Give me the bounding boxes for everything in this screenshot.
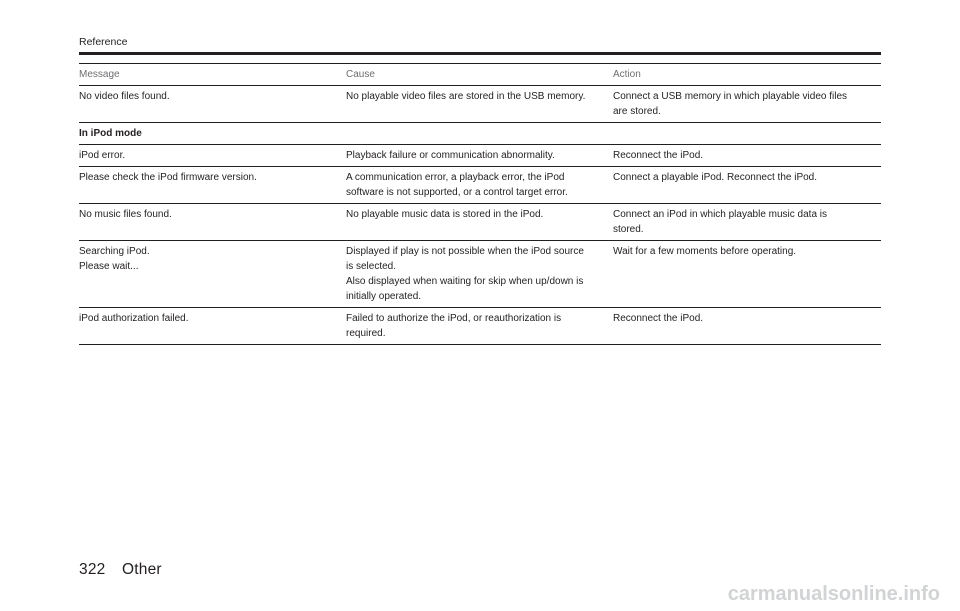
table-body-top	[79, 86, 881, 123]
group-row	[79, 123, 881, 145]
cell-line: stored.	[613, 224, 644, 235]
cell-line: are stored.	[613, 106, 661, 117]
cell-line: initially operated.	[346, 291, 422, 302]
cell-line: required.	[346, 328, 386, 339]
cause-cell	[346, 86, 613, 122]
cell-line: Wait for a few moments before operating.	[613, 246, 797, 257]
cell-line: Reconnect the iPod.	[613, 313, 704, 324]
column-header-action: Action	[613, 69, 641, 80]
cause-cell	[346, 241, 613, 307]
table-row	[79, 145, 881, 167]
message-cell	[79, 204, 346, 240]
footer-section: Other	[121, 561, 162, 578]
section-header: Reference	[79, 36, 128, 48]
cell-line: Failed to authorize the iPod, or reauthorization is	[346, 313, 562, 324]
cell-line: is selected.	[346, 261, 397, 272]
action-cell	[613, 145, 881, 166]
action-cell	[613, 86, 881, 122]
cell-line: iPod authorization failed.	[79, 313, 189, 324]
action-cell	[613, 241, 881, 307]
action-cell	[613, 204, 881, 240]
table-row	[79, 204, 881, 241]
cell-line: iPod error.	[79, 150, 126, 161]
table-header-row	[79, 63, 881, 86]
cell-line: No playable video files are stored in the USB memory.	[346, 91, 586, 102]
watermark: carmanualsonline.info	[727, 583, 940, 605]
cell-line: No music files found.	[79, 209, 172, 220]
column-header-cause: Cause	[346, 69, 375, 80]
cause-cell	[346, 204, 613, 240]
cell-line: Also displayed when waiting for skip when up/down is	[346, 276, 584, 287]
cell-line: Please check the iPod firmware version.	[79, 172, 257, 183]
table-row	[79, 308, 881, 345]
table-row	[79, 241, 881, 308]
table-row	[79, 86, 881, 123]
cell-line: Connect an iPod in which playable music data is	[613, 209, 828, 220]
action-cell	[613, 308, 881, 344]
cell-line: No video files found.	[79, 91, 170, 102]
action-cell	[613, 167, 881, 203]
cell-line: Searching iPod.	[79, 246, 150, 257]
group-title: In iPod mode	[79, 128, 142, 139]
table-row	[79, 167, 881, 204]
page-footer	[79, 561, 162, 579]
message-cell	[79, 167, 346, 203]
cause-cell	[346, 145, 613, 166]
cell-line: Connect a USB memory in which playable video files	[613, 91, 847, 102]
cell-line: Playback failure or communication abnormality.	[346, 150, 555, 161]
cell-line: Please wait...	[79, 261, 139, 272]
cell-line: Reconnect the iPod.	[613, 150, 704, 161]
message-cell	[79, 145, 346, 166]
cell-line: Displayed if play is not possible when the iPod source	[346, 246, 584, 257]
cell-line: Connect a playable iPod. Reconnect the iPod.	[613, 172, 818, 183]
message-cell	[79, 86, 346, 122]
cell-line: software is not supported, or a control target error.	[346, 187, 568, 198]
cell-line: No playable music data is stored in the iPod.	[346, 209, 544, 220]
header-rule	[79, 52, 881, 55]
cause-cell	[346, 167, 613, 203]
table-body-group	[79, 145, 881, 345]
message-cell	[79, 308, 346, 344]
cause-cell	[346, 308, 613, 344]
column-header-message: Message	[79, 69, 120, 80]
page-number: 322	[79, 561, 106, 578]
message-cell	[79, 241, 346, 307]
cell-line: A communication error, a playback error, the iPod	[346, 172, 565, 183]
reference-table	[79, 63, 881, 345]
